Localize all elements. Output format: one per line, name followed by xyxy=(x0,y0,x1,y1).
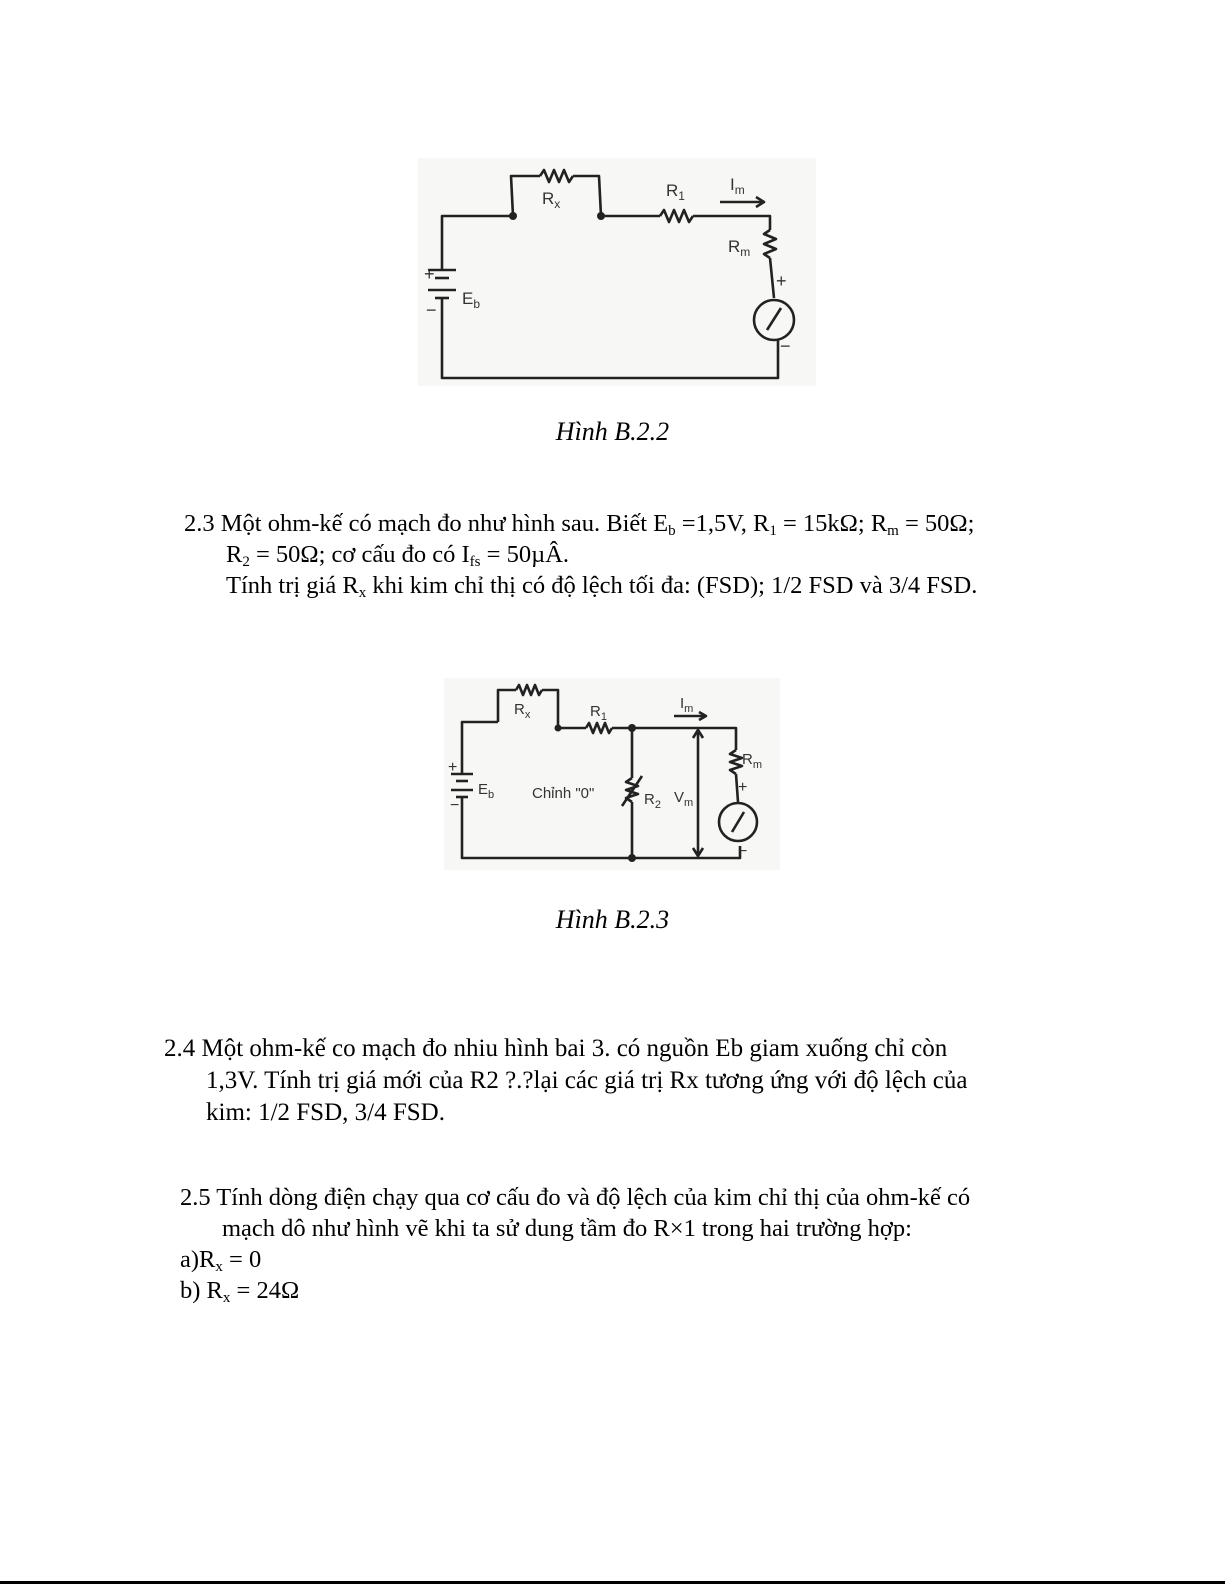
rx-resistor xyxy=(516,685,542,695)
problem-2-5 xyxy=(180,1182,970,1306)
problem-2-5-case-a: $a)R_x = 0$ xyxy=(180,1246,262,1275)
problem-2-3-line3: Tính trị giá $R_x$ khi kim chỉ thị có độ lệch tối đa: (FSD); 1/2 FSD và 3/4 FSD. xyxy=(226,572,978,601)
rx-loop-right xyxy=(573,176,660,216)
page-bottom-rule xyxy=(0,1581,1225,1584)
meter-minus-sign: − xyxy=(738,843,748,860)
label-vm: $V_m$ xyxy=(674,789,694,809)
meter-plus-sign: + xyxy=(738,779,748,796)
wire-left xyxy=(442,216,513,270)
junction xyxy=(509,212,517,220)
problem-2-4-line3: kim: 1/2 FSD, 3/4 FSD. xyxy=(206,1099,445,1126)
r1-resistor xyxy=(586,723,612,733)
circuit-diagram-b23 xyxy=(444,678,780,870)
label-im: $I_m$ xyxy=(680,695,694,715)
figure-b22-caption: Hình B.2.2 xyxy=(555,417,670,446)
figure-b23 xyxy=(444,678,780,870)
meter-needle xyxy=(732,812,744,832)
label-r2: $R_2$ xyxy=(644,791,661,811)
r1-resistor xyxy=(660,210,693,222)
meter-minus-sign: − xyxy=(780,336,791,356)
wire-left-lower xyxy=(442,310,778,378)
rx-loop xyxy=(511,176,540,216)
label-r1: $R_1$ xyxy=(666,181,685,203)
label-rx: $R_x$ xyxy=(542,189,561,211)
circuit-diagram-b22 xyxy=(418,158,816,386)
problem-2-3-line2: $R_2 = 50\Omega$; cơ cấu đo có $I_{fs}$ = 50µÂ. xyxy=(226,541,570,570)
problem-2-5-line1: 2.5 Tính dòng điện chạy qua cơ cấu đo và độ lệch của kim chỉ thị của ohm-kế có xyxy=(180,1184,971,1211)
figure-b22 xyxy=(418,158,816,386)
problem-2-3 xyxy=(184,508,977,601)
problem-2-4-line1: 2.4 Một ohm-kế co mạch đo nhiu hình bai 3. có nguồn Eb giam xuống chỉ còn xyxy=(164,1035,948,1062)
rx-loop-right xyxy=(542,690,586,728)
rm-resistor xyxy=(730,750,742,774)
label-rm: $R_m$ xyxy=(742,751,763,771)
label-rx: $R_x$ xyxy=(514,701,531,721)
label-rm: $R_m$ xyxy=(728,237,751,259)
label-r1: $R_1$ xyxy=(590,703,607,723)
junction xyxy=(555,725,562,732)
battery-plus-sign: + xyxy=(448,759,458,776)
problem-2-4-line2: 1,3V. Tính trị giá mới của R2 ?.?lại các giá trị Rx tương ứng với độ lệch của xyxy=(206,1067,968,1094)
label-eb: $E_b$ xyxy=(478,781,495,801)
rx-resistor xyxy=(540,170,573,182)
rm-resistor xyxy=(764,230,776,258)
label-zero-adjust: Chỉnh "0" xyxy=(532,785,595,802)
junction xyxy=(628,724,636,732)
junction xyxy=(597,212,605,220)
meter-needle xyxy=(767,308,781,330)
problem-2-3-line1: 2.3 Một ohm-kế có mạch đo như hình sau. Biết $E_b =1,5V$, $R_1 = 15k\Omega$; $R_m = 50\Omega$; xyxy=(184,510,975,539)
figure-b23-caption: Hình B.2.3 xyxy=(555,905,670,934)
problem-2-4 xyxy=(164,1033,968,1129)
label-im: $I_m$ xyxy=(730,175,745,197)
wire-left xyxy=(462,722,498,774)
junction xyxy=(628,854,636,862)
wire-top-right xyxy=(693,216,770,230)
meter-plus-sign: + xyxy=(776,271,787,291)
battery-minus-sign: − xyxy=(450,797,460,814)
problem-2-5-line2: mạch dô như hình vẽ khi ta sử dung tầm đo R×1 trong hai trường hợp: xyxy=(222,1215,912,1242)
battery-minus-sign: − xyxy=(426,300,437,320)
label-eb: $E_b$ xyxy=(462,289,481,311)
battery-plus-sign: + xyxy=(424,264,435,284)
problem-2-5-case-b: b) $R_x = 24\Omega$ xyxy=(180,1277,300,1306)
wire-rm-meter xyxy=(770,258,774,298)
